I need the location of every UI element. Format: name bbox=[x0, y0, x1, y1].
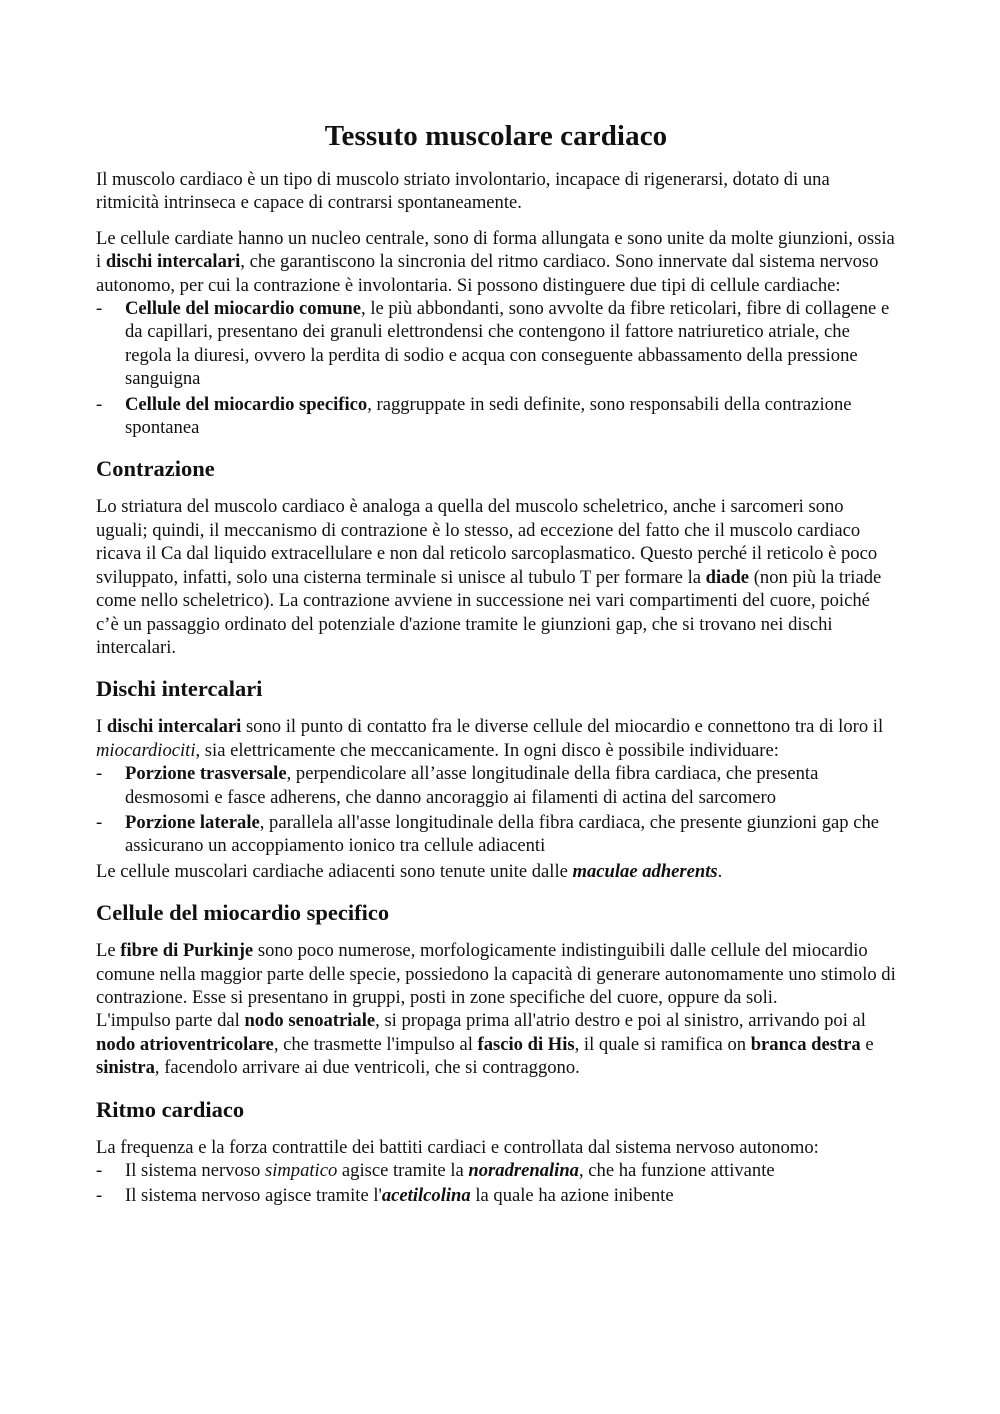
text-run: Il sistema nervoso agisce tramite l' bbox=[125, 1185, 382, 1207]
bold-term: nodo atrioventricolare bbox=[96, 1033, 274, 1055]
bold-italic-text: noradrenalina bbox=[468, 1160, 579, 1181]
cell-types-list bbox=[96, 297, 896, 439]
italic-term: simpatico bbox=[264, 1160, 338, 1181]
bold-term: dischi intercalari bbox=[105, 251, 241, 273]
text-run: Le bbox=[96, 940, 121, 962]
text-run: L'impulso parte dal bbox=[96, 1010, 245, 1032]
text-run: Lo striatura del muscolo cardiaco è analoga a quella del muscolo scheletrico, anche i sarcomeri sono uguali; quindi, il meccanismo di contrazione è lo stesso, ad eccezione del fatto che il muscolo cardiaco ricava il Ca dal liquido extracellulare e non dal reticolo sarcoplasmatico. Questo perché il reticolo è poco sviluppato, infatti, solo una cisterna terminale si unisce al tubulo T per formare la bbox=[96, 496, 878, 588]
text-run: I bbox=[96, 716, 107, 738]
disc-portions-list bbox=[96, 762, 896, 858]
list-item bbox=[96, 811, 896, 858]
document-body bbox=[96, 118, 896, 1220]
text-run: , il quale si ramifica on bbox=[574, 1033, 751, 1055]
section-heading-ritmo: Ritmo cardiaco bbox=[96, 1096, 245, 1122]
bold-term: nodo senoatriale bbox=[244, 1010, 376, 1032]
text-run: la quale ha azione inibente bbox=[470, 1185, 674, 1207]
list-item bbox=[96, 1159, 896, 1182]
text-run: . bbox=[717, 860, 723, 882]
list-item bbox=[96, 1184, 896, 1207]
bold-term: Cellule del miocardio specifico bbox=[125, 393, 368, 415]
text-run: , perpendicolare all’asse longitudinale della fibra cardiaca, che presenta desmosomi e fasce adherens, che danno ancoraggio ai filamenti di actina del sarcomero bbox=[125, 763, 819, 808]
page-title: Tessuto muscolare cardiaco bbox=[324, 120, 668, 152]
bold-term: Cellule del miocardio comune bbox=[125, 298, 362, 320]
text-run: , sia elettricamente che meccanicamente. In ogni disco è possibile individuare: bbox=[195, 739, 779, 761]
section-heading-dischi: Dischi intercalari bbox=[96, 676, 263, 702]
specifico-paragraph-2 bbox=[96, 1009, 896, 1079]
text-run: , che trasmette l'impulso al bbox=[273, 1033, 478, 1055]
bold-italic-term bbox=[468, 1160, 579, 1181]
bold-term: Porzione laterale bbox=[125, 811, 260, 833]
bold-term: diade bbox=[705, 566, 750, 588]
text-run: , che ha funzione attivante bbox=[578, 1160, 775, 1181]
text-run: , che garantiscono la sincronia del ritmo cardiaco. Sono innervate dal sistema nervoso autonomo, per cui la contrazione è involontaria. Si possono distinguere due tipi di cellule cardiache: bbox=[96, 251, 879, 296]
section-heading-contrazione: Contrazione bbox=[96, 456, 215, 482]
text-run: Il sistema nervoso bbox=[125, 1160, 265, 1181]
bold-italic-term bbox=[382, 1185, 471, 1206]
dischi-closing-line bbox=[96, 860, 896, 883]
bold-term: Porzione trasversale bbox=[125, 763, 287, 785]
intro-paragraph-2 bbox=[96, 227, 896, 297]
text-run: agisce tramite la bbox=[337, 1160, 469, 1181]
list-item bbox=[96, 393, 896, 440]
bold-term: fascio di His bbox=[477, 1033, 575, 1055]
bold-term: branca destra bbox=[750, 1033, 861, 1055]
list-item bbox=[96, 297, 896, 391]
dischi-paragraph bbox=[96, 715, 896, 762]
bold-italic-term bbox=[573, 861, 718, 882]
text-run: , facendolo arrivare ai due ventricoli, che si contraggono. bbox=[154, 1057, 580, 1079]
specifico-paragraph-1 bbox=[96, 939, 896, 1009]
bold-italic-text: maculae adherents bbox=[572, 860, 718, 882]
text-run: Le cellule muscolari cardiache adiacenti sono tenute unite dalle bbox=[96, 860, 573, 882]
text-run: sono poco numerose, morfologicamente indistinguibili dalle cellule del miocardio comune nella maggior parte delle specie, possiedono la capacità di generare autonomamente uno stimolo di contrazione. Esse si presentano in gruppi, posti in zone specifiche del cuore, oppure da soli. bbox=[96, 940, 896, 1008]
intro-paragraph-1: Il muscolo cardiaco è un tipo di muscolo striato involontario, incapace di rigenerarsi, dotato di una ritmicità intrinseca e capace di contrarsi spontaneamente. bbox=[96, 169, 830, 214]
text-run: , si propaga prima all'atrio destro e poi al sinistro, arrivando poi al bbox=[375, 1010, 866, 1032]
bold-term: fibre di Purkinje bbox=[120, 940, 254, 962]
italic-term: miocardiociti bbox=[96, 739, 196, 761]
nervous-system-list bbox=[96, 1159, 896, 1208]
text-run: Le cellule cardiate hanno un nucleo centrale, sono di forma allungata e sono unite da molte giunzioni, ossia i bbox=[96, 227, 895, 273]
text-run: sono il punto di contatto fra le diverse cellule del miocardio e connettono tra di loro il bbox=[241, 716, 884, 738]
bold-term: sinistra bbox=[96, 1057, 155, 1079]
ritmo-paragraph: La frequenza e la forza contrattile dei battiti cardiaci e controllata dal sistema nervoso autonomo: bbox=[96, 1136, 819, 1158]
list-item bbox=[96, 762, 896, 809]
bold-term: dischi intercalari bbox=[106, 716, 242, 738]
contrazione-paragraph bbox=[96, 495, 896, 659]
text-run: , raggruppate in sedi definite, sono responsabili della contrazione spontanea bbox=[125, 393, 852, 439]
bold-italic-text: acetilcolina bbox=[381, 1185, 471, 1207]
text-run: e bbox=[860, 1033, 874, 1055]
section-heading-specifico: Cellule del miocardio specifico bbox=[96, 900, 390, 926]
text-run: , parallela all'asse longitudinale della fibra cardiaca, che presente giunzioni gap che assicurano un accoppiamento ionico tra cellule adiacenti bbox=[125, 811, 879, 857]
text-run: , le più abbondanti, sono avvolte da fibre reticolari, fibre di collagene e da capillari, presentano dei granuli elettrondensi che contengono il fattore natriuretico atriale, che regola la diuresi, ovvero la perdita di sodio e acqua con conseguente abbassamento della pressione sanguigna bbox=[125, 298, 890, 390]
text-run: (non più la triade come nello scheletrico). La contrazione avviene in successione nei vari compartimenti del cuore, poiché c’è un passaggio ordinato del potenziale d'azione tramite le giunzioni gap, che si trovano nei dischi intercalari. bbox=[96, 566, 882, 658]
